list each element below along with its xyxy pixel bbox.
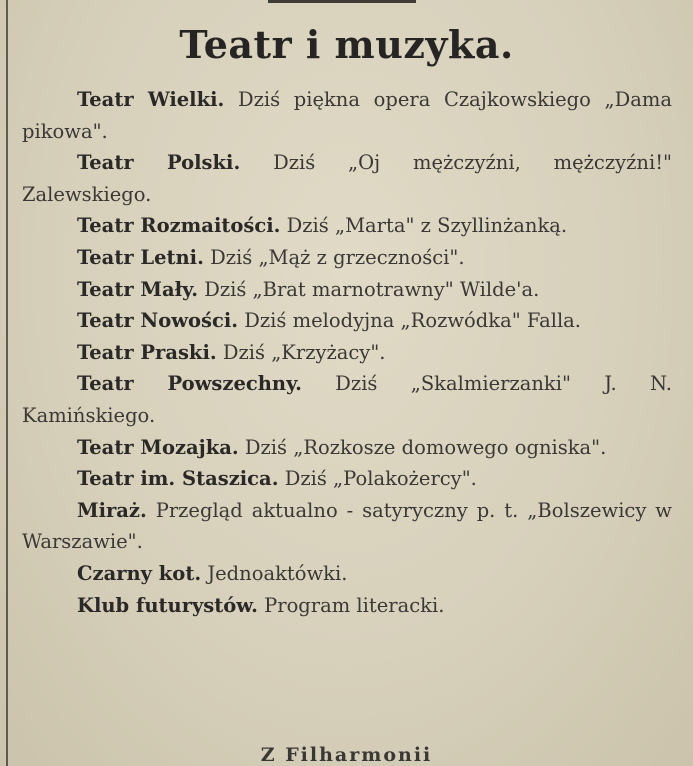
venue-name: Teatr Powszechny. bbox=[77, 372, 302, 396]
venue-name: Klub futurystów. bbox=[77, 593, 258, 617]
listing-text: Dziś piękna opera Czajkowskiego „Dama pikowa". bbox=[22, 88, 673, 143]
venue-name: Teatr Letni. bbox=[77, 245, 204, 269]
listing-text: Dziś „Marta" z Szyllinżanką. bbox=[286, 214, 568, 238]
listing-entry bbox=[22, 242, 672, 274]
venue-name: Teatr Nowości. bbox=[77, 309, 239, 333]
listing-entry bbox=[22, 558, 672, 590]
listing-entry bbox=[22, 463, 672, 495]
listing-entry bbox=[22, 337, 672, 369]
listing-text: Dziś „Mąż z grzeczności". bbox=[210, 245, 465, 269]
section-divider bbox=[268, 0, 416, 3]
venue-name: Czarny kot. bbox=[77, 561, 202, 585]
listing-text: Dziś „Skalmierzanki" J. N. Kamińskiego. bbox=[22, 372, 673, 427]
listing-entry bbox=[22, 368, 672, 431]
listing-entry bbox=[22, 274, 672, 306]
section-title: Teatr i muzyka. bbox=[179, 22, 514, 67]
listing-text: Dziś „Oj mężczyźni, mężczyźni!" Zalewskiego. bbox=[22, 151, 672, 206]
listing-entry bbox=[22, 495, 672, 558]
listing-text: Program literacki. bbox=[264, 593, 445, 617]
venue-name: Teatr Rozmaitości. bbox=[77, 214, 281, 238]
venue-name: Teatr im. Staszica. bbox=[77, 467, 279, 491]
venue-name: Teatr Praski. bbox=[77, 340, 217, 364]
venue-name: Teatr Mały. bbox=[77, 277, 198, 301]
column-rule bbox=[6, 0, 8, 766]
venue-name: Miraż. bbox=[77, 498, 147, 522]
listing-text: Przegląd aktualno - satyryczny p. t. „Bolszewicy w Warszawie". bbox=[22, 498, 672, 554]
next-section-heading: Z Filharmonii bbox=[260, 744, 433, 766]
listing-text: Dziś „Krzyżacy". bbox=[222, 340, 386, 364]
theatre-listings bbox=[22, 84, 672, 621]
listing-text: Jednoaktówki. bbox=[207, 561, 348, 585]
venue-name: Teatr Polski. bbox=[77, 151, 241, 175]
listing-text: Dziś melodyjna „Rozwódka" Falla. bbox=[244, 309, 582, 333]
venue-name: Teatr Wielki. bbox=[77, 88, 225, 111]
venue-name: Teatr Mozajka. bbox=[77, 435, 239, 459]
listing-text: Dziś „Brat marnotrawny" Wilde'a. bbox=[204, 277, 540, 301]
listing-entry bbox=[22, 590, 672, 622]
listing-text: Dziś „Polakożercy". bbox=[284, 467, 477, 491]
listing-entry bbox=[22, 84, 672, 147]
listing-entry bbox=[22, 432, 672, 464]
listing-text: Dziś „Rozkosze domowego ogniska". bbox=[244, 435, 607, 459]
listing-entry bbox=[22, 210, 672, 242]
listing-entry bbox=[22, 147, 672, 210]
listing-entry bbox=[22, 305, 672, 337]
